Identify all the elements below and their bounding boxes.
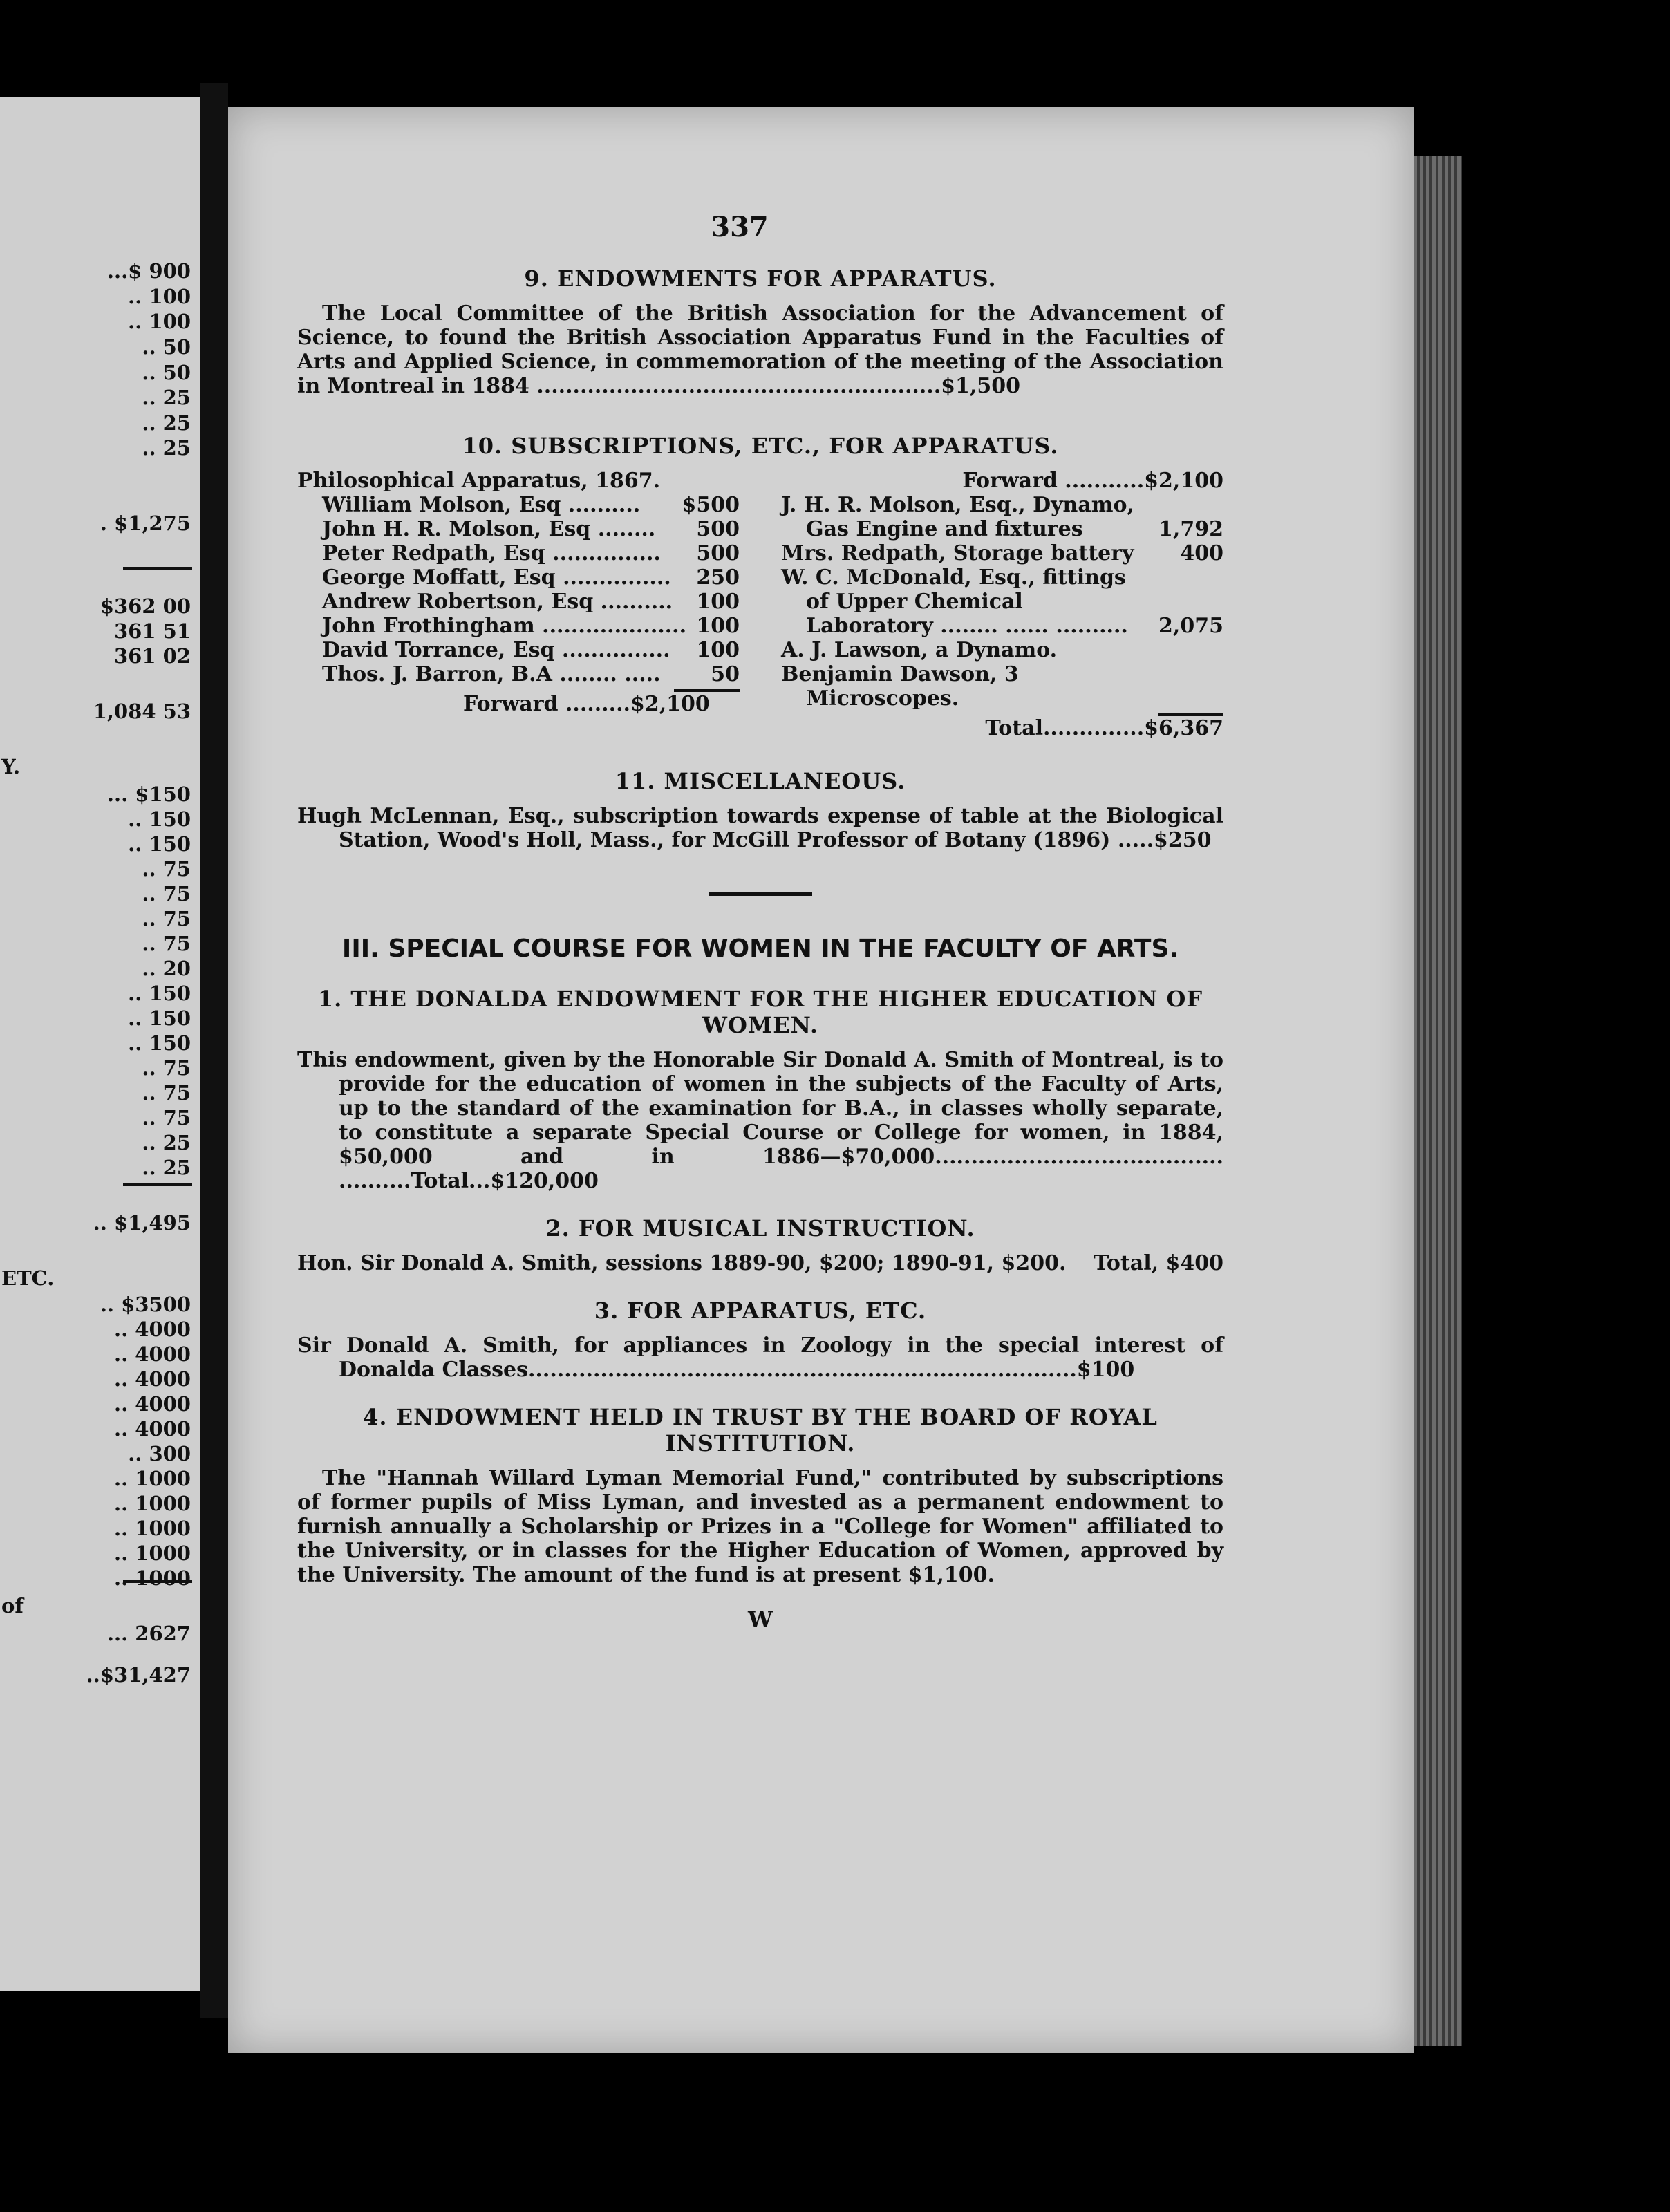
facing-page-fragment: of — [1, 1594, 24, 1618]
facing-page-fragment: .. 1000 — [113, 1467, 191, 1490]
subscriber-name: John H. R. Molson, Esq ........ — [322, 517, 656, 541]
facing-page-fragment: .. 25 — [142, 386, 191, 409]
left-column-title: Philosophical Apparatus, 1867. — [297, 469, 661, 493]
subscription-amount: 100 — [696, 590, 740, 614]
subscriptions-columns — [297, 469, 1223, 740]
facing-page-fragment: ...$ 900 — [106, 259, 191, 283]
facing-page-fragment: .. 4000 — [113, 1392, 191, 1416]
facing-page-rule — [123, 567, 192, 570]
right-forward: Forward ...........$2,100 — [962, 469, 1223, 493]
subscription-row — [297, 590, 740, 614]
subscription-amount: 100 — [696, 638, 740, 662]
subscription-row — [297, 614, 740, 638]
subscription-amount: 100 — [696, 614, 740, 638]
subscription-amount: 1,792 — [1158, 517, 1223, 541]
subscriber-name: W. C. McDonald, Esq., fittings of Upper Chemical Laboratory ........ ...... .......... — [781, 565, 1128, 638]
section-11-text: Hugh McLennan, Esq., subscription towards expense of table at the Biological Station, Wood's Holl, Mass., for McGill Professor of Botany (1896) .....$250 — [297, 804, 1223, 852]
facing-page-fragment: .. 1000 — [113, 1492, 191, 1515]
signature-mark: W — [748, 1606, 773, 1633]
facing-page-fragment: $362 00 — [100, 594, 191, 618]
musical-line — [297, 1251, 1223, 1275]
facing-page-fragment: .. 1000 — [113, 1541, 191, 1565]
facing-page-fragment: .. 75 — [142, 882, 191, 906]
facing-page-fragment: .. 20 — [142, 957, 191, 980]
subscription-amount: 50 — [711, 662, 740, 686]
facing-page-fragment: .. 75 — [142, 907, 191, 930]
subscriptions-right-column — [781, 469, 1223, 740]
facing-page-fragment: .. 150 — [128, 1006, 191, 1030]
section-9-heading: 9. ENDOWMENTS FOR APPARATUS. — [524, 265, 997, 292]
facing-page-fragment: ... $150 — [106, 782, 191, 806]
subscription-amount: 500 — [696, 541, 740, 565]
facing-page-fragment: 361 02 — [114, 644, 191, 668]
section-11-heading: 11. MISCELLANEOUS. — [614, 768, 906, 794]
subscription-row — [781, 638, 1223, 662]
subscriber-name: John Frothingham .................... — [322, 614, 687, 638]
facing-page-fragment: .. 150 — [128, 807, 191, 831]
subscriber-name: Mrs. Redpath, Storage battery — [781, 541, 1134, 565]
facing-page-fragment: .. 75 — [142, 932, 191, 955]
facing-page-fragment: ..$31,427 — [86, 1663, 191, 1687]
apparatus-text: Sir Donald A. Smith, for appliances in Zoology in the special interest of Donalda Classes............................................................................$100 — [297, 1333, 1223, 1382]
donalda-heading: 1. THE DONALDA ENDOWMENT FOR THE HIGHER EDUCATION OF WOMEN. — [317, 986, 1203, 1038]
subscriber-name: George Moffatt, Esq ............... — [322, 565, 671, 590]
page-number: 337 — [711, 211, 769, 243]
apparatus-heading: 3. FOR APPARATUS, ETC. — [594, 1297, 927, 1324]
facing-page-rule — [123, 1183, 192, 1186]
book-gutter — [200, 83, 228, 2018]
facing-page-fragment: .. 25 — [142, 1131, 191, 1154]
facing-page-fragment: .. 75 — [142, 1106, 191, 1130]
facing-page-fragment: .. 75 — [142, 1056, 191, 1080]
subscription-row — [781, 565, 1223, 638]
facing-page-fragment: .. 4000 — [113, 1318, 191, 1341]
musical-heading: 2. FOR MUSICAL INSTRUCTION. — [545, 1215, 975, 1241]
facing-page-fragment: 361 51 — [114, 619, 191, 643]
subscriber-name: Andrew Robertson, Esq .......... — [322, 590, 673, 614]
subscription-row — [781, 541, 1223, 565]
subscriptions-left-column — [297, 469, 740, 740]
facing-page-fragment: .. 25 — [142, 411, 191, 435]
subscriber-name: Benjamin Dawson, 3 Microscopes. — [781, 662, 1019, 711]
facing-page-fragment: ... 2627 — [106, 1622, 191, 1645]
facing-page-fragment: .. 50 — [142, 335, 191, 359]
section-9-text: The Local Committee of the British Association for the Advancement of Science, to found the British Association Apparatus Fund in the Faculties of Arts and Applied Science, in commemoration of the meeting of the Association in Montreal in 1884 ........................................................$1,500 — [297, 301, 1223, 398]
facing-page-fragment: .. 25 — [142, 1156, 191, 1179]
left-forward: Forward .........$2,100 — [463, 692, 710, 716]
part-3-heading: III. SPECIAL COURSE FOR WOMEN IN THE FACULTY OF ARTS. — [341, 935, 1179, 963]
facing-page-fragment: .. 75 — [142, 857, 191, 881]
subscriber-name: David Torrance, Esq ............... — [322, 638, 670, 662]
subscription-amount: 250 — [696, 565, 740, 590]
facing-page-fragment: .. 75 — [142, 1081, 191, 1105]
musical-text: Hon. Sir Donald A. Smith, sessions 1889-90, $200; 1890-91, $200. — [297, 1251, 1067, 1275]
facing-page-fragment: .. 150 — [128, 1031, 191, 1055]
facing-page-fragment: .. 50 — [142, 361, 191, 384]
subscription-amount: $500 — [682, 493, 740, 517]
facing-page-fragment: .. 4000 — [113, 1367, 191, 1391]
subscription-row — [297, 517, 740, 541]
subscription-amount: 400 — [1180, 541, 1223, 565]
facing-page-fragment: .. 4000 — [113, 1417, 191, 1441]
facing-page-rule — [123, 1580, 192, 1583]
facing-page-fragment: ETC. — [1, 1266, 55, 1290]
subscriber-name: J. H. R. Molson, Esq., Dynamo, Gas Engine and fixtures — [781, 493, 1134, 541]
donalda-text: This endowment, given by the Honorable Sir Donald A. Smith of Montreal, is to provide for the education of women in the subjects of the Faculty of Arts, up to the standard of the examination for B.A., in classes wholly separate, to constitute a separate Special Course or College for women, in 1884, $50,000 and in 1886—$70,000........................................ ..........Total...$120,000 — [297, 1048, 1223, 1193]
subscriber-name: Thos. J. Barron, B.A ........ ..... — [322, 662, 661, 686]
subscription-row — [297, 493, 740, 517]
subscription-row — [297, 638, 740, 662]
facing-page-fragment: . $1,275 — [100, 512, 191, 535]
section-10-heading: 10. SUBSCRIPTIONS, ETC., FOR APPARATUS. — [462, 433, 1059, 459]
subscriber-name: A. J. Lawson, a Dynamo. — [781, 638, 1058, 662]
page-337 — [228, 107, 1414, 2053]
page-content — [297, 211, 1223, 1633]
subscription-row — [781, 662, 1223, 711]
subscriptions-total: Total..............$6,367 — [985, 716, 1223, 740]
facing-page-fragment: .. 1000 — [113, 1566, 191, 1590]
subscription-amount: 2,075 — [1158, 614, 1223, 638]
section-divider — [709, 892, 812, 896]
lyman-fund-text: The "Hannah Willard Lyman Memorial Fund," contributed by subscriptions of former pupils of Miss Lyman, and invested as a permanent endowment to furnish annually a Scholarship or Prizes in a "College for Women" affiliated to the University, or in classes for the Higher Education of Women, approved by the University. The amount of the fund is at present $1,100. — [297, 1466, 1223, 1587]
facing-page-fragment: .. 4000 — [113, 1342, 191, 1366]
royal-institution-heading: 4. ENDOWMENT HELD IN TRUST BY THE BOARD OF ROYAL INSTITUTION. — [363, 1404, 1158, 1456]
subscriber-name: Peter Redpath, Esq ............... — [322, 541, 661, 565]
subscription-amount: 500 — [696, 517, 740, 541]
facing-page-fragment: Y. — [1, 755, 21, 778]
facing-page-fragment: .. $1,495 — [93, 1211, 191, 1235]
facing-page-fragment: .. 300 — [128, 1442, 191, 1465]
page-edges — [1414, 156, 1462, 2046]
musical-total: Total, $400 — [1094, 1251, 1223, 1275]
subscription-row — [297, 662, 740, 686]
facing-page-fragment: .. 25 — [142, 436, 191, 460]
facing-page-fragment: .. 100 — [128, 285, 191, 308]
facing-page-fragment: .. 1000 — [113, 1517, 191, 1540]
facing-page-fragment: .. 100 — [128, 310, 191, 333]
facing-page-fragment: .. 150 — [128, 982, 191, 1005]
facing-page-fragment: .. $3500 — [100, 1293, 191, 1316]
subscriber-name: William Molson, Esq .......... — [322, 493, 641, 517]
facing-page — [0, 97, 200, 1991]
subscription-row — [297, 541, 740, 565]
subscription-row — [297, 565, 740, 590]
facing-page-fragment: 1,084 53 — [93, 700, 191, 723]
subscription-row — [781, 493, 1223, 541]
facing-page-fragment: .. 150 — [128, 832, 191, 856]
